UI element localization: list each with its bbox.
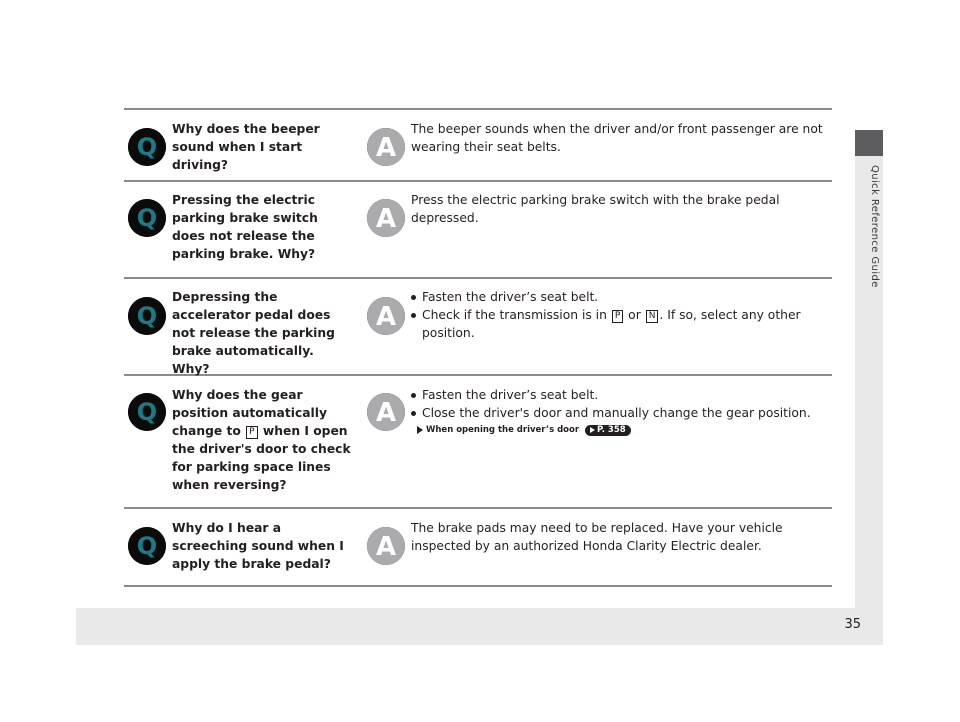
question-text-part: Why does the gear position automatically change to [172, 388, 327, 438]
link-arrow-icon [590, 427, 595, 433]
question-text-part: when I open the driver's door to check for parking space lines when reversing? [172, 424, 351, 492]
answer-badge [367, 527, 405, 565]
bullet-text: Fasten the driver’s seat belt. [422, 290, 599, 304]
page-link[interactable] [585, 425, 631, 436]
question-mark-icon [128, 199, 166, 237]
svg-text:Q: Q [136, 133, 158, 161]
svg-text:Q: Q [136, 302, 158, 330]
svg-text:A: A [375, 398, 397, 428]
gear-p-indicator: P [246, 426, 257, 439]
answer-bullet [411, 386, 831, 404]
question-badge [128, 128, 166, 166]
question-text: Depressing the accelerator pedal does not release the parking brake automatically. Why? [172, 290, 335, 376]
bullet-text: Close the driver's door and manually change the gear position. [422, 406, 811, 420]
svg-text:A: A [375, 302, 397, 332]
question-mark-icon [128, 128, 166, 166]
svg-text:A: A [375, 133, 397, 163]
answer-mark-icon [367, 199, 405, 237]
bullet-text: Check if the transmission is in [422, 308, 607, 322]
answer-text: The beeper sounds when the driver and/or front passenger are not wearing their seat belts. [411, 122, 823, 154]
gear-p-indicator: P [612, 310, 623, 323]
section-tab [855, 130, 883, 156]
answer-text: The brake pads may need to be replaced. Have your vehicle inspected by an authorized Honda Clarity Electric dealer. [411, 521, 783, 553]
question-mark-icon [128, 527, 166, 565]
cross-reference [411, 422, 831, 438]
answer-bullet [411, 306, 831, 342]
question-badge [128, 297, 166, 335]
svg-text:A: A [375, 532, 397, 562]
page-footer [76, 608, 883, 645]
answer-mark-icon [367, 393, 405, 431]
gear-n-indicator: N [646, 310, 659, 323]
bullet-text: . If so, select any other position. [422, 308, 801, 340]
question-badge [128, 393, 166, 431]
question-badge [128, 527, 166, 565]
answer-mark-icon [367, 128, 405, 166]
answer-list [411, 386, 831, 422]
answer-badge [367, 199, 405, 237]
answer-mark-icon [367, 297, 405, 335]
question-badge [128, 199, 166, 237]
reference-label: When opening the driver’s door [426, 425, 580, 435]
question-text: Why does the beeper sound when I start driving? [172, 122, 320, 172]
bullet-text: Fasten the driver’s seat belt. [422, 388, 599, 402]
answer-text: Press the electric parking brake switch with the brake pedal depressed. [411, 193, 780, 225]
qa-row [124, 376, 832, 507]
answer-block [411, 386, 831, 438]
answer-bullet [411, 404, 831, 422]
answer-badge [367, 297, 405, 335]
page-link-text: P. 358 [597, 424, 626, 435]
section-label: Quick Reference Guide [869, 165, 880, 288]
answer-list [411, 288, 831, 342]
svg-text:Q: Q [136, 398, 158, 426]
svg-text:Q: Q [136, 532, 158, 560]
question-text: Why do I hear a screeching sound when I apply the brake pedal? [172, 521, 344, 571]
bullet-text: or [628, 308, 641, 322]
question-mark-icon [128, 297, 166, 335]
svg-text:Q: Q [136, 204, 158, 232]
question-mark-icon [128, 393, 166, 431]
answer-badge [367, 128, 405, 166]
arrow-icon [417, 426, 423, 434]
question-text [172, 386, 354, 494]
qa-row [124, 182, 832, 277]
answer-mark-icon [367, 527, 405, 565]
divider-bottom [124, 585, 832, 587]
svg-text:A: A [375, 204, 397, 234]
question-text: Pressing the electric parking brake switch does not release the parking brake. Why? [172, 193, 318, 261]
answer-badge [367, 393, 405, 431]
answer-bullet [411, 288, 831, 306]
page-number: 35 [844, 617, 861, 632]
qa-row [124, 110, 832, 180]
qa-row [124, 279, 832, 374]
qa-row [124, 509, 832, 585]
